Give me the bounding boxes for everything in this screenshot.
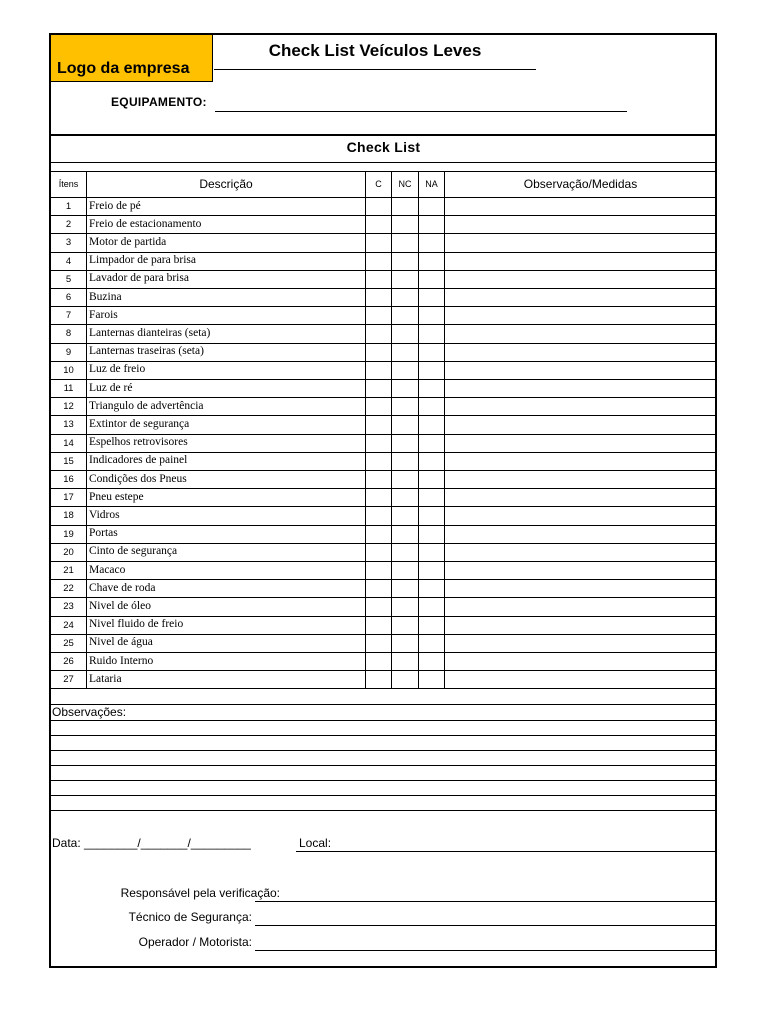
local-field[interactable] <box>296 851 716 852</box>
row-description: Lataria <box>89 672 122 685</box>
cell-observation[interactable] <box>445 561 716 579</box>
cell-observation[interactable] <box>445 488 716 506</box>
cell-nc[interactable] <box>392 634 419 652</box>
cell-observation[interactable] <box>445 379 716 397</box>
cell-na[interactable] <box>419 525 445 543</box>
cell-observation[interactable] <box>445 452 716 470</box>
observation-line <box>51 780 716 781</box>
header-divider <box>51 134 716 136</box>
cell-nc[interactable] <box>392 506 419 524</box>
row-description: Triangulo de advertência <box>89 399 204 412</box>
cell-na[interactable] <box>419 579 445 597</box>
table-column-line <box>86 171 87 688</box>
cell-na[interactable] <box>419 397 445 415</box>
cell-nc[interactable] <box>392 452 419 470</box>
cell-na[interactable] <box>419 252 445 270</box>
row-description: Ruido Interno <box>89 654 154 667</box>
cell-nc[interactable] <box>392 561 419 579</box>
header-observation: Observação/Medidas <box>523 177 638 191</box>
row-number: 10 <box>63 364 74 376</box>
row-description: Pneu estepe <box>89 490 144 503</box>
cell-observation[interactable] <box>445 670 716 688</box>
table-top-border <box>51 171 716 172</box>
observation-line <box>51 735 716 736</box>
cell-nc[interactable] <box>392 252 419 270</box>
header-description: Descrição <box>199 177 253 191</box>
table-column-line <box>418 171 419 688</box>
cell-nc[interactable] <box>392 579 419 597</box>
cell-observation[interactable] <box>445 343 716 361</box>
cell-nc[interactable] <box>392 306 419 324</box>
cell-observation[interactable] <box>445 252 716 270</box>
row-number: 27 <box>63 674 74 686</box>
row-number: 14 <box>63 437 74 449</box>
cell-nc[interactable] <box>392 288 419 306</box>
row-number: 2 <box>65 219 72 231</box>
observation-line <box>51 750 716 751</box>
cell-c[interactable] <box>366 488 392 506</box>
row-number: 12 <box>63 401 74 413</box>
cell-c[interactable] <box>366 233 392 251</box>
cell-nc[interactable] <box>392 324 419 342</box>
header-c: C <box>375 179 382 189</box>
cell-nc[interactable] <box>392 434 419 452</box>
row-number: 3 <box>65 237 72 249</box>
equipment-field[interactable] <box>215 111 627 112</box>
responsible-label: Responsável pela verificação: <box>120 886 280 900</box>
cell-observation[interactable] <box>445 597 716 615</box>
observation-line <box>51 720 716 721</box>
row-description: Farois <box>89 308 118 321</box>
row-description: Freio de estacionamento <box>89 217 202 230</box>
cell-c[interactable] <box>366 470 392 488</box>
cell-observation[interactable] <box>445 324 716 342</box>
row-number: 7 <box>65 310 72 322</box>
row-description: Nivel de óleo <box>89 599 151 612</box>
observation-line <box>51 765 716 766</box>
cell-nc[interactable] <box>392 670 419 688</box>
cell-observation[interactable] <box>445 361 716 379</box>
row-number: 25 <box>63 637 74 649</box>
cell-observation[interactable] <box>445 506 716 524</box>
cell-c[interactable] <box>366 324 392 342</box>
cell-observation[interactable] <box>445 543 716 561</box>
cell-c[interactable] <box>366 306 392 324</box>
footer-divider <box>51 810 716 811</box>
cell-nc[interactable] <box>392 343 419 361</box>
row-description: Indicadores de painel <box>89 454 188 467</box>
header-items: Ítens <box>58 179 79 189</box>
row-description: Nivel fluido de freio <box>89 618 184 631</box>
cell-c[interactable] <box>366 616 392 634</box>
cell-na[interactable] <box>419 506 445 524</box>
cell-observation[interactable] <box>445 270 716 288</box>
table-column-line <box>391 171 392 688</box>
cell-observation[interactable] <box>445 434 716 452</box>
cell-c[interactable] <box>366 379 392 397</box>
row-number: 11 <box>63 383 74 394</box>
row-number: 19 <box>63 528 74 540</box>
cell-na[interactable] <box>419 197 445 215</box>
row-description: Chave de roda <box>89 581 156 594</box>
table-column-line <box>365 171 366 688</box>
cell-nc[interactable] <box>392 525 419 543</box>
row-description: Limpador de para brisa <box>89 254 196 267</box>
cell-c[interactable] <box>366 361 392 379</box>
row-description: Portas <box>89 527 118 540</box>
cell-c[interactable] <box>366 652 392 670</box>
row-description: Espelhos retrovisores <box>89 436 188 449</box>
company-logo-placeholder <box>51 35 213 82</box>
row-number: 13 <box>63 419 74 431</box>
cell-nc[interactable] <box>392 379 419 397</box>
row-number: 22 <box>63 583 74 595</box>
cell-observation[interactable] <box>445 415 716 433</box>
cell-na[interactable] <box>419 288 445 306</box>
cell-c[interactable] <box>366 252 392 270</box>
operator-field[interactable] <box>255 950 716 951</box>
cell-na[interactable] <box>419 415 445 433</box>
cell-na[interactable] <box>419 670 445 688</box>
cell-observation[interactable] <box>445 233 716 251</box>
cell-nc[interactable] <box>392 488 419 506</box>
operator-label: Operador / Motorista: <box>138 935 252 949</box>
cell-na[interactable] <box>419 343 445 361</box>
cell-na[interactable] <box>419 543 445 561</box>
cell-na[interactable] <box>419 488 445 506</box>
cell-c[interactable] <box>366 397 392 415</box>
table-row-line <box>51 688 716 689</box>
cell-nc[interactable] <box>392 616 419 634</box>
cell-observation[interactable] <box>445 616 716 634</box>
row-number: 23 <box>63 601 74 613</box>
observation-line <box>51 795 716 796</box>
cell-na[interactable] <box>419 233 445 251</box>
row-description: Motor de partida <box>89 235 167 248</box>
row-description: Luz de freio <box>89 363 146 376</box>
cell-observation[interactable] <box>445 579 716 597</box>
row-description: Lavador de para brisa <box>89 272 189 285</box>
cell-na[interactable] <box>419 652 445 670</box>
row-number: 8 <box>65 328 72 340</box>
cell-nc[interactable] <box>392 470 419 488</box>
table-bottom-spacer-line <box>51 704 716 705</box>
responsible-field[interactable] <box>255 901 716 902</box>
cell-nc[interactable] <box>392 361 419 379</box>
cell-c[interactable] <box>366 579 392 597</box>
safety-tech-field[interactable] <box>255 925 716 926</box>
equipment-label: EQUIPAMENTO: <box>111 95 207 109</box>
cell-nc[interactable] <box>392 652 419 670</box>
cell-nc[interactable] <box>392 197 419 215</box>
cell-na[interactable] <box>419 616 445 634</box>
cell-observation[interactable] <box>445 525 716 543</box>
row-description: Vidros <box>89 508 120 521</box>
observations-label: Observações: <box>52 705 127 719</box>
row-number: 1 <box>65 201 72 212</box>
cell-observation[interactable] <box>445 397 716 415</box>
cell-na[interactable] <box>419 361 445 379</box>
section-divider <box>51 162 716 163</box>
cell-c[interactable] <box>366 215 392 233</box>
row-description: Lanternas dianteiras (seta) <box>89 326 211 339</box>
row-number: 9 <box>65 346 72 358</box>
cell-c[interactable] <box>366 506 392 524</box>
date-field[interactable]: Data: ________/_______/_________ <box>52 836 251 850</box>
cell-observation[interactable] <box>445 470 716 488</box>
cell-na[interactable] <box>419 634 445 652</box>
cell-c[interactable] <box>366 543 392 561</box>
cell-c[interactable] <box>366 288 392 306</box>
row-description: Lanternas traseiras (seta) <box>89 345 204 358</box>
cell-na[interactable] <box>419 597 445 615</box>
row-number: 16 <box>63 474 74 485</box>
row-description: Buzina <box>89 290 122 303</box>
row-number: 17 <box>63 492 74 504</box>
cell-c[interactable] <box>366 434 392 452</box>
cell-c[interactable] <box>366 343 392 361</box>
cell-c[interactable] <box>366 415 392 433</box>
cell-observation[interactable] <box>445 306 716 324</box>
cell-observation[interactable] <box>445 197 716 215</box>
cell-nc[interactable] <box>392 215 419 233</box>
cell-c[interactable] <box>366 597 392 615</box>
cell-nc[interactable] <box>392 397 419 415</box>
cell-c[interactable] <box>366 670 392 688</box>
cell-na[interactable] <box>419 561 445 579</box>
cell-nc[interactable] <box>392 597 419 615</box>
cell-na[interactable] <box>419 324 445 342</box>
row-number: 24 <box>63 619 74 631</box>
cell-c[interactable] <box>366 452 392 470</box>
header-na: NA <box>425 179 438 189</box>
cell-observation[interactable] <box>445 288 716 306</box>
cell-nc[interactable] <box>392 270 419 288</box>
cell-c[interactable] <box>366 270 392 288</box>
cell-observation[interactable] <box>445 634 716 652</box>
row-description: Macaco <box>89 563 126 576</box>
cell-c[interactable] <box>366 561 392 579</box>
cell-na[interactable] <box>419 434 445 452</box>
logo-text: Logo da empresa <box>57 60 190 77</box>
row-number: 21 <box>63 565 74 576</box>
row-number: 4 <box>65 255 72 267</box>
row-description: Nivel de água <box>89 636 153 649</box>
row-description: Condições dos Pneus <box>89 472 187 485</box>
cell-na[interactable] <box>419 379 445 397</box>
row-number: 6 <box>65 292 72 303</box>
cell-observation[interactable] <box>445 215 716 233</box>
page-title: Check List Veículos Leves <box>268 41 482 60</box>
header-nc: NC <box>398 179 412 189</box>
row-number: 5 <box>65 273 72 285</box>
row-description: Extintor de segurança <box>89 417 190 430</box>
cell-na[interactable] <box>419 470 445 488</box>
local-label: Local: <box>299 836 332 850</box>
row-description: Cinto de segurança <box>89 545 178 558</box>
cell-observation[interactable] <box>445 652 716 670</box>
cell-nc[interactable] <box>392 543 419 561</box>
cell-nc[interactable] <box>392 233 419 251</box>
table-column-line <box>444 171 445 688</box>
cell-c[interactable] <box>366 197 392 215</box>
cell-na[interactable] <box>419 306 445 324</box>
row-description: Freio de pé <box>89 199 141 212</box>
row-number: 18 <box>63 510 74 522</box>
cell-na[interactable] <box>419 270 445 288</box>
safety-tech-label: Técnico de Segurança: <box>128 910 252 924</box>
cell-c[interactable] <box>366 525 392 543</box>
row-number: 15 <box>63 455 74 467</box>
row-number: 26 <box>63 656 74 667</box>
cell-nc[interactable] <box>392 415 419 433</box>
row-description: Luz de ré <box>89 381 133 394</box>
cell-c[interactable] <box>366 634 392 652</box>
row-number: 20 <box>63 546 74 558</box>
section-title: Check List <box>346 139 421 155</box>
cell-na[interactable] <box>419 452 445 470</box>
cell-na[interactable] <box>419 215 445 233</box>
title-underline <box>214 69 536 70</box>
